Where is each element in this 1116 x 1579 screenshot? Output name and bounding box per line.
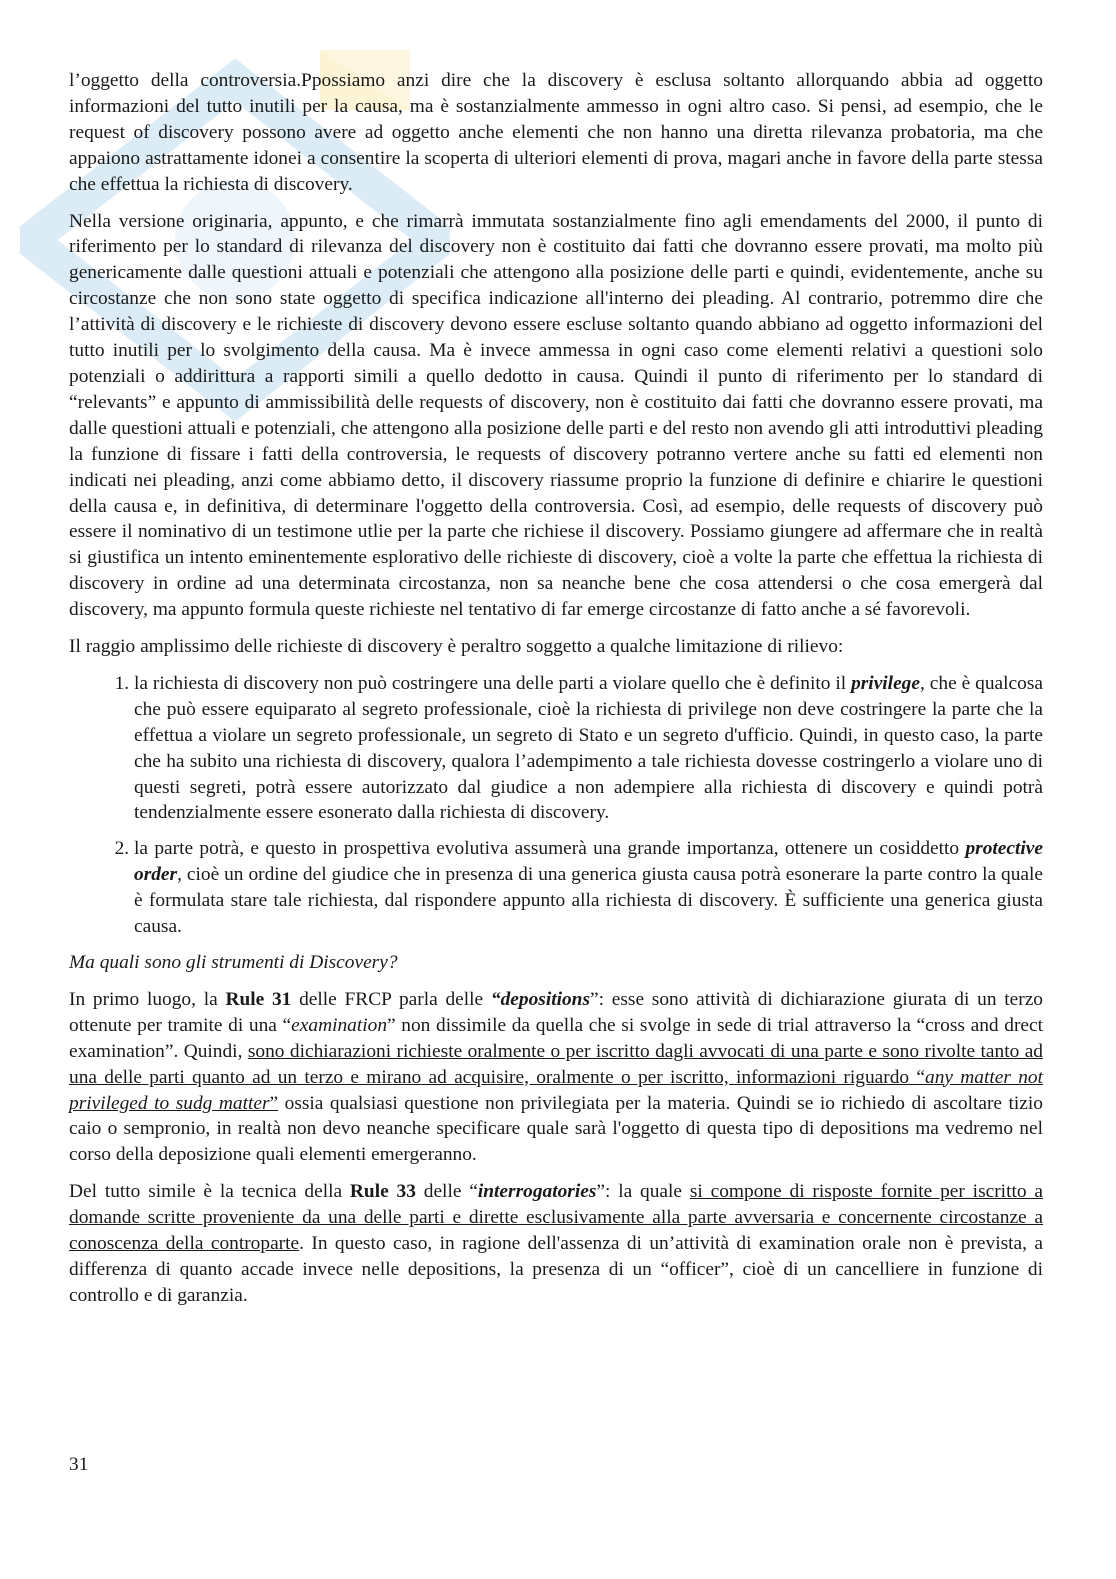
- term-interrogatories: interrogatories: [477, 1181, 597, 1203]
- paragraph-rule-31: In primo luogo, la Rule 31 delle FRCP parla delle “depositions”: esse sono attività di dichiarazione giurata di un terzo ottenute per tramite di una “examination” non dissimile da quella che si svolge in sede di trial attraverso la “cross and drect examination”. Quindi, sono dichiarazioni richieste oralmente o per iscritto dagli avvocati di una parte e sono rivolte tanto ad una delle parti quanto ad un terzo e mirano ad acquisire, oralmente o per iscritto, informazioni riguardo “any matter not privileged to sudg matter” ossia qualsiasi questione non privilegiata per la materia. Quindi se io richiedo di ascoltare tizio caio o sempronio, in realtà non devo neanche specificare quale sarà l'oggetto di questa tipo di depositions ma vedremo nel corso della deposizione quali elementi emergeranno.: [69, 988, 1044, 1166]
- term-depositions: “depositions: [490, 988, 591, 1010]
- underlined-definition: si compone di risposte fornite per iscritto a domande scritte proveniente da una delle parti e dirette esclusivamente alla parte avversaria e concernente circostanze a conoscenza della controparte: [69, 1181, 1043, 1255]
- list-item: 1. la richiesta di discovery non può costringere una delle parti a violare quello che è definito il privilege, che è qualcosa che può essere equiparato al segreto professionale, cioè la richiesta di privilege non deve costringere la parte che la effettua a violare un segreto professionale, un segreto di Stato e un segreto d'ufficio. Quindi, in questo caso, la parte che ha subito una richiesta di discovery, qualora l’adempimento a tale richiesta dovesse costringerlo a violare uno di questi segreti, potrà essere autorizzato dal giudice a non adempiere alla richiesta di discovery e quindi potrà tendenzialmente essere esonerato dalla richiesta di discovery.: [134, 671, 1043, 826]
- document-page: [69, 68, 1043, 1320]
- term-privilege: privilege: [851, 672, 920, 694]
- underlined-definition: sono dichiarazioni richieste oralmente o per iscritto dagli avvocati di una parte e sono rivolte tanto ad una delle parti quanto ad un terzo e mirano ad acquisire, oralmente o per iscritto, informazioni riguardo “any matter not privileged to sudg matter”: [69, 1040, 1043, 1114]
- rule-31-label: Rule 31: [225, 988, 292, 1010]
- page-number: 31: [69, 1454, 89, 1475]
- rule-33-label: Rule 33: [349, 1181, 416, 1203]
- section-question: Ma quali sono gli strumenti di Discovery?: [69, 952, 398, 973]
- term-examination: examination: [291, 1014, 388, 1036]
- term-protective-order: protective order: [134, 838, 1043, 886]
- paragraph-rule-33: Del tutto simile è la tecnica della Rule 33 delle “interrogatories”: la quale si compone di risposte fornite per iscritto a domande scritte proveniente da una delle parti e dirette esclusivamente alla parte avversaria e concernente circostanze a conoscenza della controparte. In questo caso, in ragione dell'assenza di un’attività di examination orale non è prevista, a differenza di quanto accade invece nelle depositions, la presenza di un “officer”, cioè di un cancelliere in funzione di controllo e di garanzia.: [69, 1181, 1044, 1306]
- limitations-list: [69, 671, 1043, 940]
- list-item: 2. la parte potrà, e questo in prospettiva evolutiva assumerà una grande importanza, ottenere un cosiddetto protective order, cioè un ordine del giudice che in presenza di una generica giusta causa potrà esonerare la parte contro la quale è formulata stare tale richiesta, dal rispondere appunto alla richiesta di discovery. È sufficiente una generica giusta causa.: [134, 836, 1043, 940]
- paragraph: Il raggio amplissimo delle richieste di discovery è peraltro soggetto a qualche limitazione di rilievo:: [69, 636, 844, 658]
- paragraph: l’oggetto della controversia.Ppossiamo anzi dire che la discovery è esclusa soltanto allorquando abbia ad oggetto informazioni del tutto inutili per la causa, ma è sostanzialmente ammesso in ogni altro caso. Si pensi, ad esempio, che le request of discovery possono avere ad oggetto anche elementi che non hanno una diretta rilevanza probatoria, ma che appaiono astrattamente idonei a consentire la scoperta di ulteriori elementi di prova, magari anche in favore della parte stessa che effettua la richiesta di discovery.: [69, 70, 1043, 195]
- paragraph: Nella versione originaria, appunto, e che rimarrà immutata sostanzialmente fino agli emendaments del 2000, il punto di riferimento per lo standard di rilevanza del discovery non è costituito dai fatti che dovranno essere provati, ma molto più genericamente dalle questioni attuali e potenziali che attengono alla posizione delle parti e quindi, evidentemente, anche su circostanze che non sono state oggetto di specifica indicazione all'interno dei pleading. Al contrario, potremmo dire che l’attività di discovery e le richieste di discovery devono essere escluse soltanto quando abbiano ad oggetto informazioni del tutto inutili per lo svolgimento della causa. Ma è invece ammessa in ogni caso come elementi relativi a questioni solo potenziali o addirittura a rapporti simili a quello dedotto in causa. Quindi il punto di riferimento per lo standard di “relevants” e appunto di ammissibilità delle requests of discovery, non è costituito dai fatti che dovranno essere provati, ma dalle questioni attuali e potenziali, che attengono alla posizione delle parti e del resto non avendo gli atti introduttivi pleading la funzione di fissare i fatti della controversia, le requests of discovery potranno vertere anche su fatti ed elementi non indicati nei pleading, anzi come abbiamo detto, il discovery riassume proprio la funzione di definire e chiarire le questioni della causa e, in definitiva, di determinare l'oggetto della controversia. Così, ad esempio, delle requests of discovery può essere il nominativo di un testimone utlie per la parte che richiese il discovery. Possiamo giungere ad affermare che in realtà si giustifica un intento eminentemente esplorativo delle richieste di discovery, cioè a volte la parte che effettua la richiesta di discovery in ordine ad una determinata circostanza, non sa neanche bene che cosa attendersi o che cosa emergerà dal discovery, ma appunto formula queste richieste nel tentativo di far emerge circostanze di fatto anche a sé favorevoli.: [69, 210, 1043, 621]
